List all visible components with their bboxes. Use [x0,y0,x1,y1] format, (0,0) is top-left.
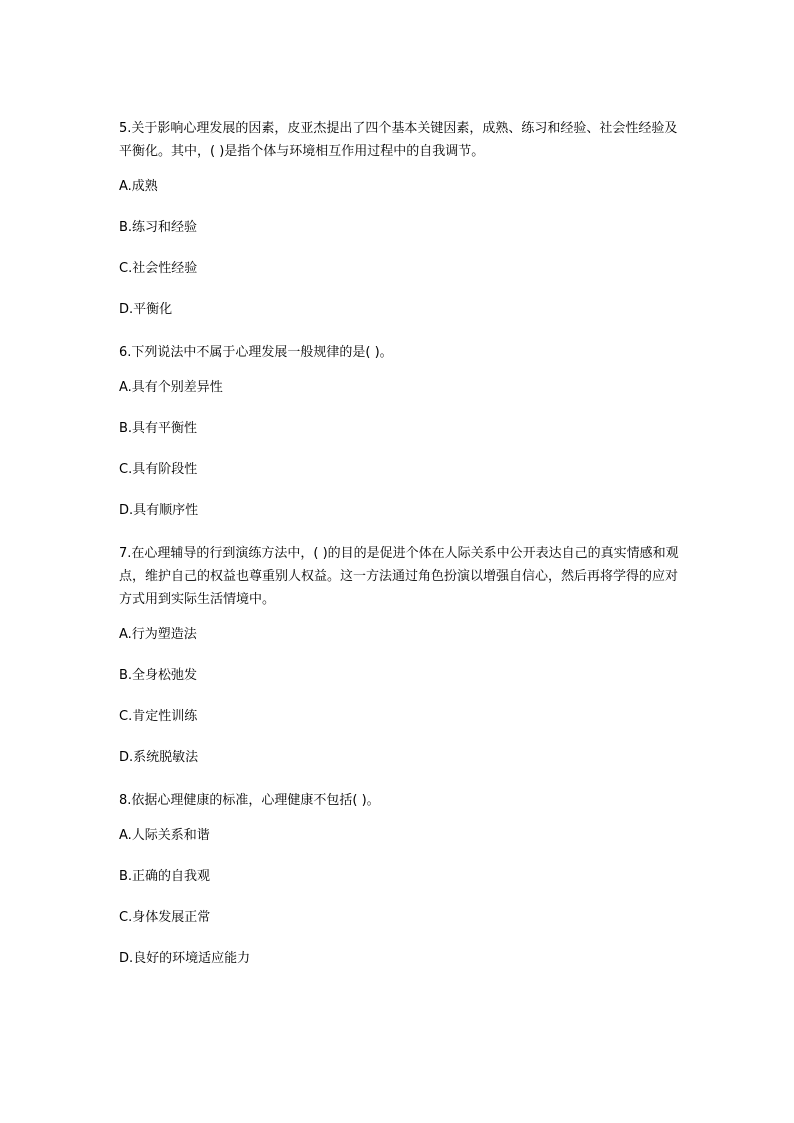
option-b: B.正确的自我观 [119,869,211,884]
option-a: A.行为塑造法 [119,627,197,642]
question-5 [119,117,679,320]
option-c: C.社会性经验 [119,261,198,276]
option-d: D.平衡化 [119,302,173,317]
option-c: C.具有阶段性 [119,462,198,477]
option-a: A.人际关系和谐 [119,828,210,843]
question-6 [119,341,679,521]
option-d: D.具有顺序性 [119,503,199,518]
question-stem: 7.在心理辅导的行到演练方法中，( )的目的是促进个体在人际关系中公开表达自己的真实情感和观点，维护自己的权益也尊重别人权益。这一方法通过角色扮演以增强自信心，然后再将学得的应对方式用到实际生活情境中。 [119,546,679,607]
question-8 [119,789,679,969]
option-b: B.具有平衡性 [119,421,198,436]
option-b: B.全身松弛发 [119,668,198,683]
option-c: C.身体发展正常 [119,910,211,925]
question-stem: 5.关于影响心理发展的因素，皮亚杰提出了四个基本关键因素，成熟、练习和经验、社会性经验及平衡化。其中，( )是指个体与环境相互作用过程中的自我调节。 [119,121,678,159]
option-c: C.肯定性训练 [119,709,198,724]
question-7 [119,542,679,768]
option-a: A.成熟 [119,179,158,194]
option-d: D.系统脱敏法 [119,750,199,765]
question-stem: 6.下列说法中不属于心理发展一般规律的是( )。 [119,345,393,360]
option-b: B.练习和经验 [119,220,198,235]
option-d: D.良好的环境适应能力 [119,951,251,966]
question-stem: 8.依据心理健康的标准，心理健康不包括( )。 [119,793,380,808]
option-a: A.具有个别差异性 [119,380,223,395]
document-page [119,117,679,990]
